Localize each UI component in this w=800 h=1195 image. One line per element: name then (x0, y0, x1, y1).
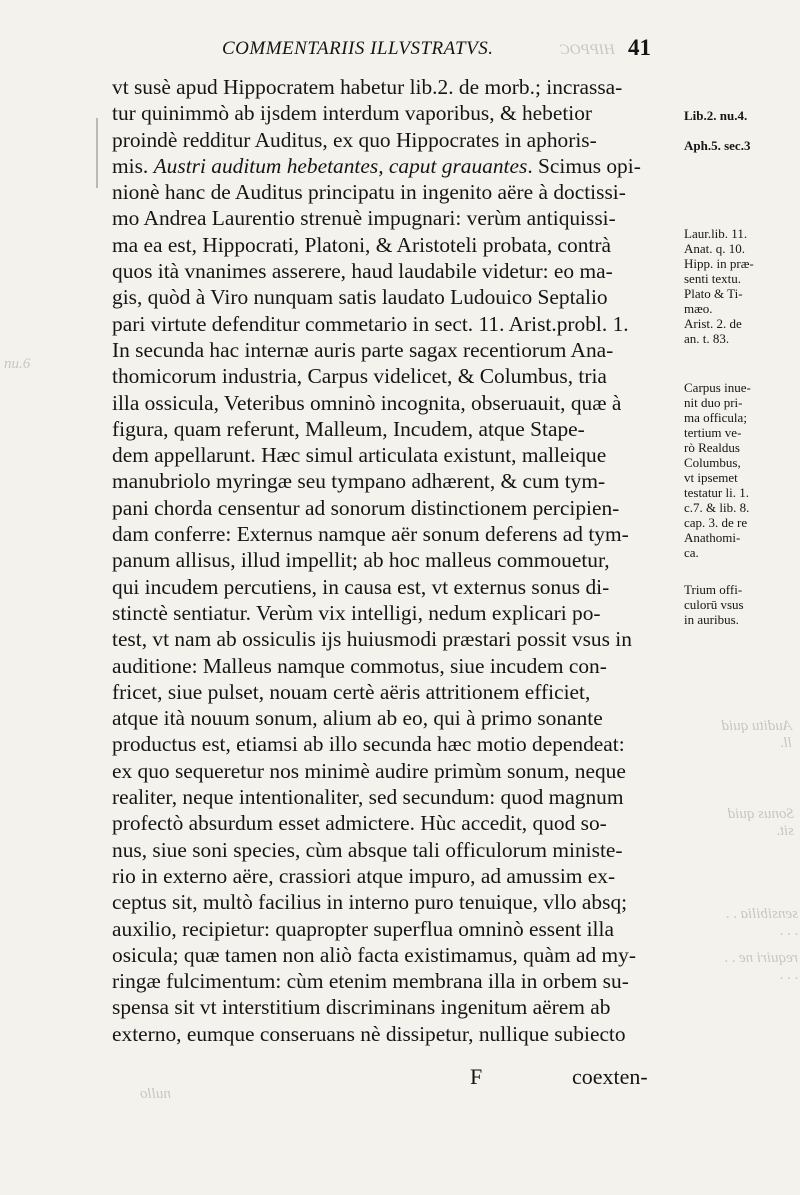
marginal-note-line: Lib.2. nu.4. (684, 108, 748, 123)
bleed-through-text: HIPPOC (560, 42, 615, 58)
text-line: proindè redditur Auditus, ex quo Hippocrates in aphoris- (112, 127, 597, 152)
marginal-note-line: an. t. 83. (684, 331, 730, 346)
marginal-note (684, 380, 794, 560)
marginal-note-line: Columbus, (684, 455, 741, 470)
marginal-note (684, 108, 794, 123)
marginal-note-line: vt ipsemet (684, 470, 738, 485)
text-line: pani chorda censentur ad sonorum distinctionem percipien- (112, 495, 620, 520)
text-line: figura, quam referunt, Malleum, Incudem, atque Stape- (112, 416, 585, 441)
marginal-note-line: tertium ve- (684, 425, 742, 440)
marginal-note-line: nit duo pri- (684, 395, 743, 410)
text-line: nus, siue soni species, cùm absque tali officulorum ministe- (112, 837, 623, 862)
text-line: panum allisus, illud impellit; ab hoc malleus commouetur, (112, 548, 610, 573)
text-line: vt susè apud Hippocratem habetur lib.2. de morb.; incrassa- (112, 75, 623, 99)
running-head: COMMENTARIIS ILLVSTRATVS. (222, 38, 494, 59)
catchword: coexten- (572, 1064, 648, 1089)
text-line: tur quinimmò ab ijsdem interdum vaporibus, & hebetior (112, 101, 593, 126)
text-line: auxilio, recipietur: quapropter superflua omninò essent illa (112, 916, 614, 941)
text-line: qui incudem percutiens, in causa est, vt externus sonus di- (112, 574, 610, 599)
bleed-through-text: nu.6 (4, 356, 31, 372)
hippocrates-quotation: Austri auditum hebetantes, caput grauantes (153, 153, 528, 178)
bleed-through-text: sensibilia . . . . . (725, 906, 798, 939)
text-line: dem appellarunt. Hæc simul articulata existunt, malleique (112, 443, 607, 468)
marginal-note-line: Plato & Ti- (684, 286, 743, 301)
text-line: mo Andrea Laurentio strenuè impugnari: verùm antiquissi- (112, 206, 616, 231)
text-line: quos ità vnanimes asserere, haud laudabile videtur: eo ma- (112, 259, 613, 284)
marginal-note-line: Anathomi- (684, 530, 741, 545)
signature-mark: F (470, 1064, 483, 1089)
text-line: mis. Austri auditum hebetantes, caput grauantes. Scimus opi- (112, 153, 641, 178)
marginal-note-line: Arist. 2. de (684, 316, 742, 331)
marginal-note-line: Aph.5. sec.3 (684, 138, 751, 153)
text-line: profectò absurdum esset admictere. Hùc accedit, quod so- (112, 811, 607, 836)
marginal-note-line: c.7. & lib. 8. (684, 500, 750, 515)
text-line: ceptus sit, multò facilius in interno puro tenuique, vllo absq; (112, 890, 628, 915)
marginal-note-line: cap. 3. de re (684, 515, 748, 530)
text-line: In secunda hac internæ auris parte sagax recentiorum Ana- (112, 337, 614, 362)
body-text (112, 74, 682, 1047)
marginal-note (684, 582, 794, 627)
marginal-note-line: mæo. (684, 301, 713, 316)
marginal-note (684, 138, 794, 153)
marginal-note-line: senti textu. (684, 271, 742, 286)
text-line: rio in externo aëre, crassiori atque impuro, ad amussim ex- (112, 863, 616, 888)
marginal-note-line: testatur li. 1. (684, 485, 749, 500)
text-line: ringæ fulcimentum: cùm etenim membrana illa in orbem su- (112, 969, 629, 994)
text-line: ma ea est, Hippocrati, Platoni, & Aristoteli probata, contrà (112, 232, 611, 257)
text-line: osicula; quæ tamen non aliò facta existimamus, quàm ad my- (112, 942, 636, 967)
text-line: thomicorum industria, Carpus videlicet, & Columbus, tria (112, 364, 607, 389)
marginal-note-line: ca. (684, 545, 699, 560)
text-line: spensa sit vt interstitium discriminans ingenitum aërem ab (112, 995, 611, 1020)
marginal-note-line: Hipp. in præ- (684, 256, 754, 271)
marginal-note-line: Laur.lib. 11. (684, 226, 748, 241)
text-line: gis, quòd à Viro nunquam satis laudato Ludouico Septalio (112, 285, 608, 310)
bleed-through-text: Auditu quid ll. (721, 718, 792, 751)
marginal-note-line: culorū vsus (684, 597, 744, 612)
bleed-through-text: Sonus quid sit. (727, 806, 794, 839)
text-line: ex quo sequeretur nos minimè audire primùm sonum, neque (112, 758, 626, 783)
text-line: auditione: Malleus namque commotus, siue incudem con- (112, 653, 607, 678)
marginal-note-line: in auribus. (684, 612, 739, 627)
marginal-note-line: Carpus inue- (684, 380, 751, 395)
bleed-through-text: requiri ne . . . . . (723, 950, 798, 983)
marginal-note-line: rò Realdus (684, 440, 740, 455)
text-line: pari virtute defenditur commetario in sect. 11. Arist.probl. 1. (112, 311, 629, 336)
text-line: stinctè sentiatur. Verùm vix intelligi, nedum explicari po- (112, 600, 601, 625)
text-line: manubriolo myringæ seu tympano adhærent, & cum tym- (112, 469, 606, 494)
marginal-note-line: Anat. q. 10. (684, 241, 746, 256)
text-line: illa ossicula, Veteribus omninò incognita, obseruauit, quæ à (112, 390, 622, 415)
text-line: test, vt nam ab ossiculis ijs huiusmodi præstari possit vsus in (112, 627, 632, 652)
marginal-note-line: Trium offi- (684, 582, 743, 597)
text-line: fricet, siue pulset, nouam certè aëris attritionem efficiet, (112, 679, 591, 704)
bleed-through-text: nullo (140, 1086, 171, 1102)
text-line: realiter, neque intentionaliter, sed secundum: quod magnum (112, 785, 624, 810)
marginal-note-line: ma officula; (684, 410, 747, 425)
text-line: externo, eumque conseruans nè dissipetur, nullique subiecto (112, 1021, 626, 1046)
marginal-note (684, 226, 794, 346)
gutter-shadow (96, 118, 98, 188)
text-line: atque ità nouum sonum, alium ab eo, qui à primo sonante (112, 706, 603, 731)
text-line: productus est, etiamsi ab illo secunda hæc motio dependeat: (112, 732, 625, 757)
page-number: 41 (628, 35, 651, 60)
text-line: dam conferre: Externus namque aër sonum deferens ad tym- (112, 522, 629, 547)
text-line: nionè hanc de Auditus principatu in ingenito aëre à doctissi- (112, 180, 626, 205)
